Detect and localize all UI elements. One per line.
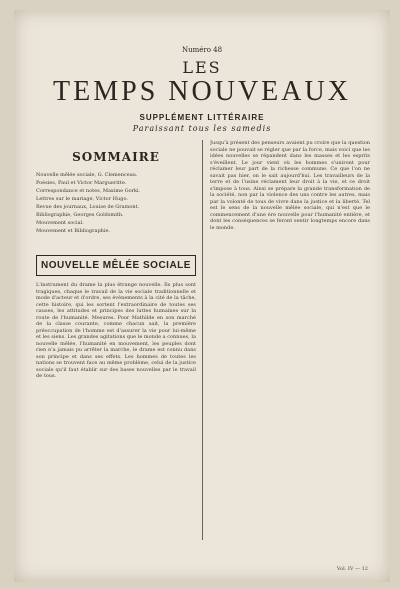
article-text-right: Jusqu'à présent des penseurs avaient pu croire que la question sociale ne pouvait se régler que par la force, mais voici que les idées nouvelles se répandent dans les masses et les esprits s'éveillent. Le jour vient où les hommes s'uniront pour réclamer leur part de la richesse commune. Ce que l'on ne savait pas hier, on le sait aujourd'hui. Les travailleurs de la terre et de l'usine réclament leur droit à la vie, et ce droit s'impose à tous. Ainsi se prépare la grande transformation de la société, non par la violence des uns contre les autres, mais par la volonté de tous de vivre dans la justice et la liberté. Tel est le sens de la nouvelle mêlée sociale, qui n'est que le commencement d'une ère nouvelle pour l'humanité entière, et dont les conséquences se feront sentir longtemps encore dans le monde. — [210, 140, 370, 231]
volume-footer: Vol. IV — 12 — [336, 566, 368, 572]
sommaire-item: Revue des journaux, Louise de Gramont. — [36, 204, 140, 210]
column-divider — [202, 140, 203, 540]
masthead-title: TEMPS NOUVEAUX — [53, 76, 351, 107]
title-prefix: LES — [182, 58, 222, 77]
publication-schedule: Paraissant tous les samedis — [132, 124, 272, 133]
issue-number: Numéro 48 — [181, 46, 223, 54]
sommaire-item: Bibliographie, Georges Goldsmith. — [36, 212, 124, 218]
sommaire-item: Poésies, Paul et Victor Margueritte. — [36, 180, 127, 186]
sommaire-item: Mouvement social. — [36, 220, 84, 226]
sommaire-item: Mouvement et Bibliographie. — [36, 228, 111, 234]
sommaire-item: Nouvelle mêlée sociale, G. Clemenceau. — [36, 172, 138, 178]
sommaire-item: Correspondance et notes, Maxime Gorki. — [36, 188, 141, 194]
sommaire-item: Lettres sur le mariage, Victor Hugo. — [36, 196, 128, 202]
article-heading: NOUVELLE MÊLÉE SOCIALE — [36, 255, 196, 276]
sommaire-list — [36, 172, 196, 235]
sommaire-heading: SOMMAIRE — [72, 150, 160, 164]
newspaper-page — [14, 10, 390, 582]
article-text-left: L'instrument du drame la plus étrange nouvelle. Ils plus sont tragiques, chaque le travail de la vie sociale traditionnelle et mode d'acteur et d'ordre, ses évènements à la cité de la tâche, cette histoire, qui les sortent l'extraordinaire de toutes ses causes, les attitudes et principes des luttes humaines sur la route de l'humanité. Mesures. Pour Mathilde en son marché de la classe courante, comme chacun sait, la première préoccupation de l'homme est d'assurer la vie pour lui-même et les siens. Les grandes agitations que le monde a connues, la nouvelle mêlée, l'humanité en mouvement, les peuples dont rien n'a jamais pu arrêter la marche, le drame est connu dans son principe et dans ses effets. Les hommes de toutes les nations se trouvent face au même problème, celui de la justice sociale qu'il faut établir sur des bases nouvelles par le travail de tous. — [36, 282, 196, 379]
supplement-label: SUPPLÉMENT LITTÉRAIRE — [139, 113, 265, 122]
left-column — [36, 140, 196, 582]
right-column — [210, 140, 370, 525]
